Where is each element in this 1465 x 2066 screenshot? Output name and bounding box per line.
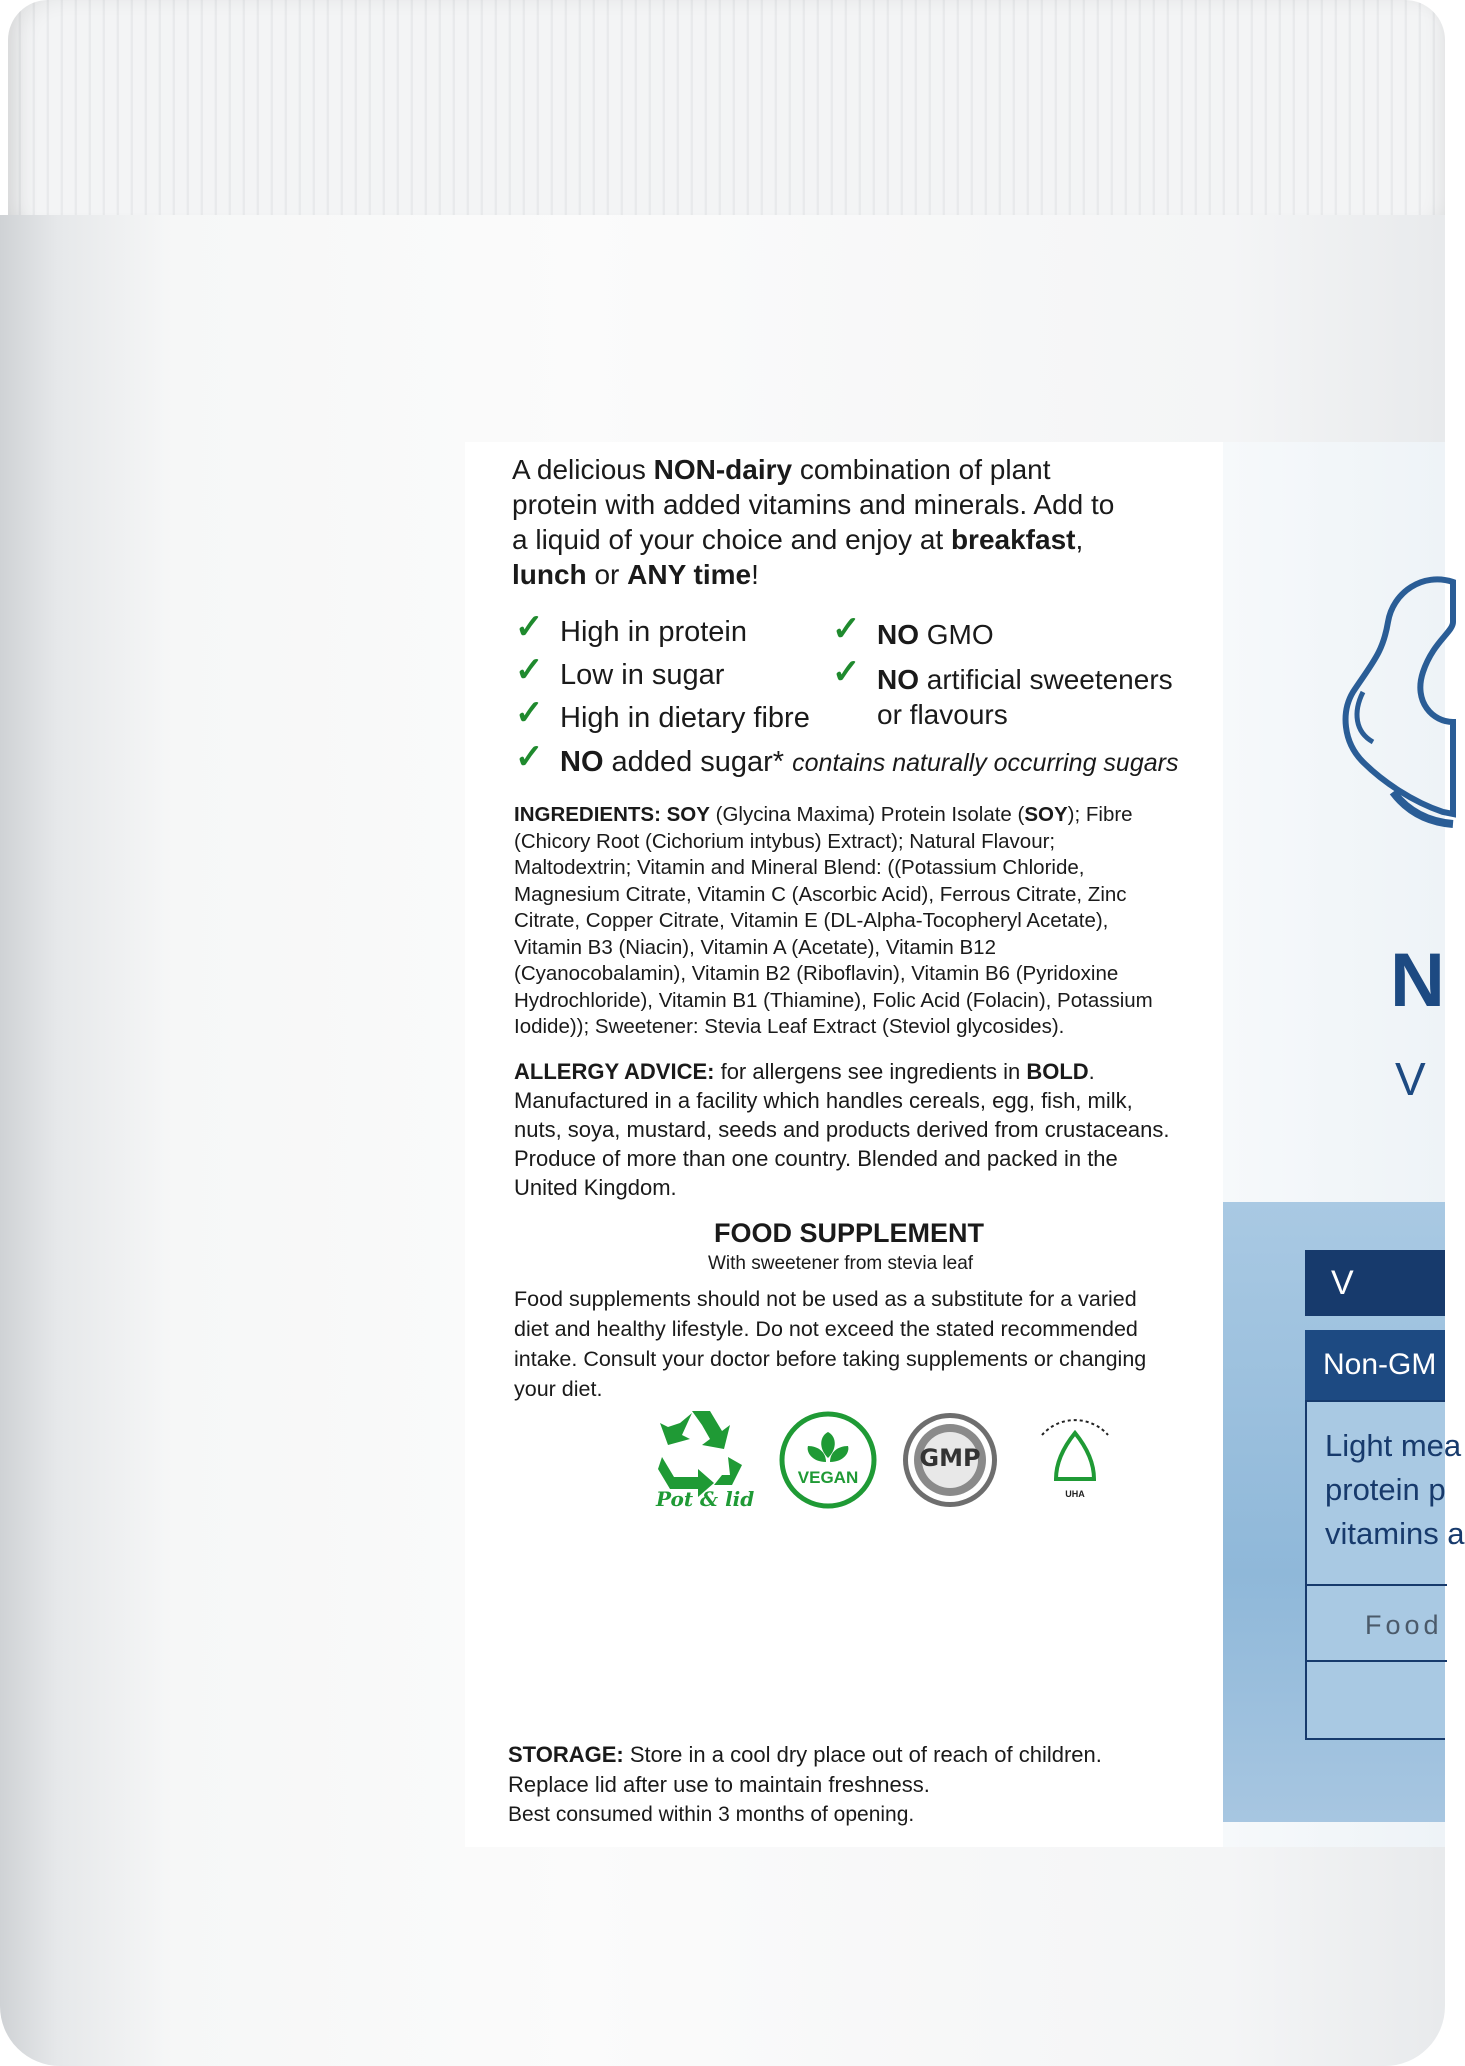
food-supplement-warning: Food supplements should not be used as a substitute for a varied diet and healthy lifestyle. Do not exceed the stated recommended intake. Consult your doctor before taking supplements or changing your diet. <box>514 1287 1147 1401</box>
halal-badge <box>1020 1405 1130 1520</box>
food-row: Food <box>1307 1584 1447 1662</box>
recycle-icon <box>652 1405 755 1520</box>
checkmark-icon: ✓ <box>515 738 544 776</box>
checkmark-icon: ✓ <box>515 608 544 646</box>
front-description-text: Light mea protein p vitamins a <box>1325 1428 1465 1551</box>
brand-subtitle-partial: V <box>1395 1053 1426 1105</box>
front-panel <box>1223 442 1465 1847</box>
vegan-badge <box>778 1410 878 1515</box>
food-supplement-subtitle: With sweetener from stevia leaf <box>708 1253 974 1274</box>
claim-no-artificial: NO artificial sweeteners <box>877 664 1173 695</box>
claim-fibre: High in dietary fibre <box>560 702 810 734</box>
gmp-label: GMP <box>919 1444 981 1472</box>
halal-label: UHA <box>1065 1489 1085 1499</box>
food-supplement-title: FOOD SUPPLEMENT <box>714 1218 985 1248</box>
ingredients-text: INGREDIENTS: SOY (Glycina Maxima) Protein Isolate (SOY); Fibre (Chicory Root (Cichorium intybus) Extract); Natural Flavour; Maltodextrin; Vitamin and Mineral Blend: ((Potassium Chloride, Magnesium Citrate, Vitamin C (Ascorbic Acid), Ferrous Citrate, Zinc Citrate, Copper Citrate, Vitamin E (DL-Alpha-Tocopheryl Acetate), Vitamin B3 (Niacin), Vitamin A (Acetate), Vitamin B12 (Cyanocobalamin), Vitamin B2 (Riboflavin), Vitamin B6 (Pyridoxine Hydrochloride), Vitamin B1 (Thiamine), Folic Acid (Folacin), Potassium Iodide)); Sweetener: Stevia Leaf Extract (Steviol glycosides). <box>514 803 1153 1038</box>
allergy-advice: ALLERGY ADVICE: for allergens see ingredients in BOLD. Manufactured in a facility which handles cereals, egg, fish, milk, nuts, soya, mustard, seeds and products derived from crustaceans. Produce of more than one country. Blended and packed in the United Kingdom. <box>514 1059 1170 1200</box>
intro-text: A delicious NON-dairy combination of plant protein with added vitamins and minerals. Add to a liquid of your choice and enjoy at breakfast, lunch or ANY time! <box>512 454 1115 590</box>
vegan-label: VEGAN <box>797 1468 859 1487</box>
claim-protein: High in protein <box>560 616 747 648</box>
claim-sugar: Low in sugar <box>560 659 725 691</box>
checkmark-icon: ✓ <box>832 610 861 648</box>
jar-lid <box>8 0 1445 250</box>
horse-logo-icon <box>1333 562 1453 867</box>
recycle-label: Pot & lid <box>656 1487 755 1511</box>
gmp-badge <box>900 1410 1000 1515</box>
brand-name-partial: N <box>1390 938 1445 1023</box>
checkmark-icon: ✓ <box>832 653 861 691</box>
claim-no-gmo: NO GMO <box>877 619 994 650</box>
claim-no-added-sugar: NO added sugar* contains naturally occurring sugars <box>560 746 1179 778</box>
storage-instructions: STORAGE: Store in a cool dry place out of reach of children. Replace lid after use to maintain freshness. Best consumed within 3 months of opening. <box>508 1742 1102 1826</box>
checkmark-icon: ✓ <box>515 694 544 732</box>
front-description-box <box>1305 1400 1465 1740</box>
claim-no-artificial-line2: or flavours <box>877 699 1008 730</box>
non-gm-bar: Non-GM s <box>1305 1330 1445 1400</box>
front-bar-1: V <box>1305 1250 1445 1316</box>
checkmark-icon: ✓ <box>515 651 544 689</box>
